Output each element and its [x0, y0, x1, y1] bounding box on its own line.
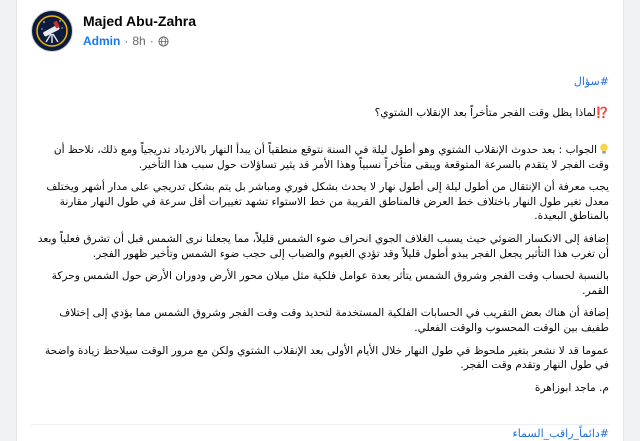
question-mark-icon: ⁉️	[595, 106, 609, 119]
post-header	[31, 10, 609, 58]
paragraph-rounding: إضافة أن هناك بعض التقريب في الحسابات الفلكية المستخدمة لتحديد وقت وقت الفجر وشروق الشمس مما يؤدي إلى إختلاف طفيف بين الوقت المحسوب والوقت الفعلي.	[59, 307, 609, 334]
admin-badge: Admin	[83, 34, 121, 48]
paragraph-transition: يجب معرفة أن الإنتقال من أطول ليلة إلى أطول نهار لا يحدث بشكل فوري ومباشر بل يتم بشكل تدريجي على مدار أشهر ويختلف معدل تغير طول النهار باختلاف خط العرض فالمناطق القريبة من خط الاستواء تشهد تغييرات أقل سرعة في طول النهار مقارنة بالمناطق البعيدة.	[46, 181, 609, 223]
post-question: لماذا يظل وقت الفجر متأخراً بعد الإنقلاب الشتوي؟	[374, 106, 596, 119]
meta-separator: ·	[124, 34, 129, 48]
post-card	[16, 0, 624, 441]
meta-separator: ·	[149, 34, 154, 48]
author-name[interactable]: Majed Abu-Zahra	[83, 13, 197, 29]
post-time[interactable]: 8h	[132, 34, 146, 48]
paragraph-conclusion: عموما قد لا نشعر بتغير ملحوظ في طول النهار خلال الأيام الأولى بعد الإنقلاب الشتوي ولكن مع مرور الوقت سيلاحظ زيادة واضحة في طول النهار وتقدم وقت الفجر.	[44, 344, 609, 372]
paragraph-astronomical-factors: بالنسبة لحساب وقت الفجر وشروق الشمس يتأثر بعدة عوامل فلكية مثل ميلان محور الأرض ودوران الأرض حول الشمس وحركة القمر.	[51, 270, 609, 297]
lightbulb-icon	[599, 143, 609, 155]
post-answer: الجواب : بعد حدوث الإنقلاب الشتوي وهو أطول ليلة في السنة نتوقع منطقياً أن يبدأ النهار بالازدياد تدريجياً ومع ذلك، نلاحظ أن وقت الفجر لا يتقدم بالسرعة المتوقعة ويبقى متأخراً نسبياً وهذا الأمر قد يثير تساؤلات حول سبب هذا التأخير.	[53, 143, 609, 171]
post-body	[31, 60, 609, 403]
author-avatar[interactable]	[31, 10, 73, 52]
hashtag-bottom[interactable]: #دائماً_راقب_السماء	[31, 424, 609, 440]
post-signature: م. ماجد ابوزاهرة	[534, 381, 609, 394]
post-meta	[83, 32, 169, 50]
paragraph-refraction: إضافة إلى الانكسار الضوئي حيث يسبب الغلاف الجوي انحراف ضوء الشمس قليلاً، مما يجعلنا نرى الشمس قبل أن تشرق فعلياً وبعد أن تغرب هذا التأثير يجعل الفجر يبدو أطول قليلاً وقد تؤدي الغيوم والضباب إلى حجب ضوء الشمس وتأخير ظهور الفجر.	[37, 232, 609, 260]
telescope-logo	[32, 11, 72, 51]
hashtag-question[interactable]: #سؤال	[573, 74, 609, 88]
globe-icon[interactable]	[158, 36, 169, 47]
